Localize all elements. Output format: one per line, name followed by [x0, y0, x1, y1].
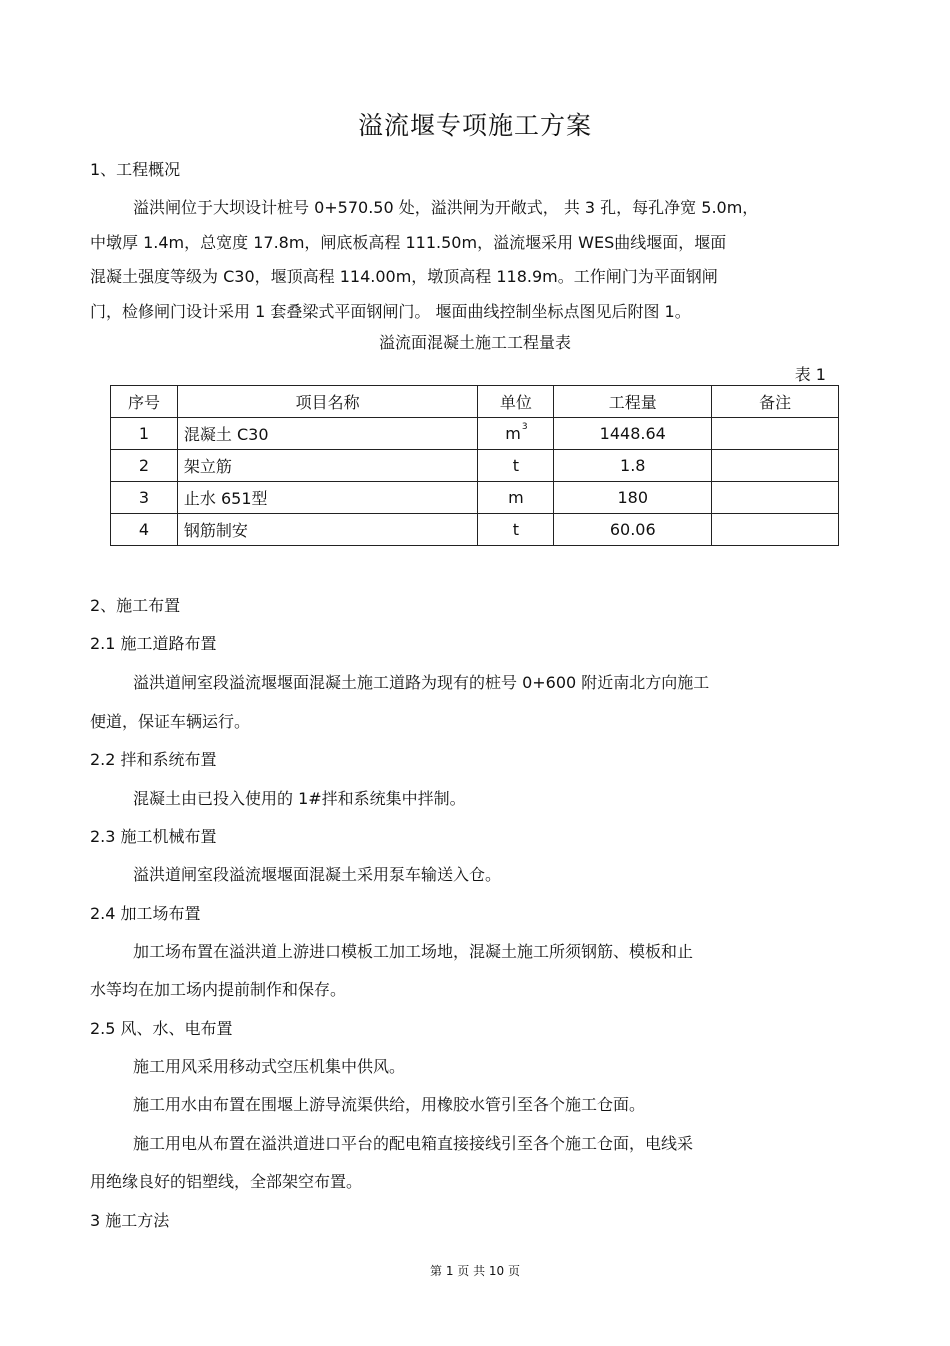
- header-cell: 项目名称: [177, 386, 478, 418]
- quantity: 1448.64: [554, 418, 712, 450]
- item-name: 钢筋制安: [177, 514, 478, 546]
- section-3-heading: 3 施工方法: [90, 1211, 170, 1230]
- table-row: [111, 450, 839, 482]
- unit: m: [478, 482, 554, 514]
- note: [712, 482, 839, 514]
- quantity: 180: [554, 482, 712, 514]
- row-number: 1: [111, 418, 178, 450]
- paragraph-line: 便道，保证车辆运行。: [90, 712, 251, 731]
- document-title: 溢流堰专项施工方案: [357, 111, 592, 140]
- quantity-table: [110, 385, 839, 546]
- row-number: 2: [111, 450, 178, 482]
- paragraph-line: 溢洪闸位于大坝设计桩号 0+570.50 处，溢洪闸为开敞式， 共 3 孔，每孔净宽 5.0m，: [133, 198, 759, 217]
- section-2-4-heading: 2.4 加工场布置: [90, 904, 201, 923]
- paragraph-line: 溢洪道闸室段溢流堰堰面混凝土采用泵车输送入仓。: [133, 865, 502, 884]
- note: [712, 514, 839, 546]
- header-cell: 备注: [712, 386, 839, 418]
- table-row: [111, 418, 839, 450]
- table-row: [111, 514, 839, 546]
- section-2-3-heading: 2.3 施工机械布置: [90, 827, 217, 846]
- table-row: [111, 482, 839, 514]
- unit: t: [478, 514, 554, 546]
- page-footer: 第 1 页 共 10 页: [430, 1264, 520, 1278]
- section-2-2-heading: 2.2 拌和系统布置: [90, 750, 217, 769]
- section-2-5-heading: 2.5 风、水、电布置: [90, 1019, 233, 1038]
- table-header-row: [111, 386, 839, 418]
- paragraph-line: 施工用风采用移动式空压机集中供风。: [133, 1057, 406, 1076]
- row-number: 4: [111, 514, 178, 546]
- item-name: 架立筋: [177, 450, 478, 482]
- paragraph-line: 溢洪道闸室段溢流堰堰面混凝土施工道路为现有的桩号 0+600 附近南北方向施工: [133, 673, 710, 692]
- paragraph-line: 中墩厚 1.4m，总宽度 17.8m，闸底板高程 111.50m，溢流堰采用 WES曲线堰面，堰面: [90, 233, 727, 252]
- paragraph-line: 门，检修闸门设计采用 1 套叠梁式平面钢闸门。 堰面曲线控制坐标点图见后附图 1。: [90, 302, 691, 321]
- row-number: 3: [111, 482, 178, 514]
- quantity: 60.06: [554, 514, 712, 546]
- section-1-heading: 1、工程概况: [90, 160, 181, 179]
- quantity: 1.8: [554, 450, 712, 482]
- paragraph-line: 加工场布置在溢洪道上游进口模板工加工场地，混凝土施工所须钢筋、模板和止: [133, 942, 694, 961]
- unit: t: [478, 450, 554, 482]
- paragraph-line: 水等均在加工场内提前制作和保存。: [90, 980, 347, 999]
- paragraph-line: 施工用水由布置在围堰上游导流渠供给，用橡胶水管引至各个施工仓面。: [133, 1095, 646, 1114]
- paragraph-line: 用绝缘良好的铝塑线，全部架空布置。: [90, 1172, 363, 1191]
- section-2-heading: 2、施工布置: [90, 596, 181, 615]
- paragraph-line: 混凝土强度等级为 C30，堰顶高程 114.00m，墩顶高程 118.9m。工作闸门为平面钢闸: [90, 267, 718, 286]
- unit-cell: [478, 418, 554, 450]
- section-2-1-heading: 2.1 施工道路布置: [90, 634, 217, 653]
- unit-superscript: 3: [521, 422, 528, 432]
- header-cell: 工程量: [554, 386, 712, 418]
- paragraph-line: 混凝土由已投入使用的 1#拌和系统集中拌制。: [133, 789, 466, 808]
- item-name: 混凝土 C30: [177, 418, 478, 450]
- note: [712, 418, 839, 450]
- table-caption: 溢流面混凝土施工工程量表: [378, 333, 571, 352]
- item-name: 止水 651型: [177, 482, 478, 514]
- note: [712, 450, 839, 482]
- table-number: 表 1: [794, 365, 826, 384]
- header-cell: 单位: [478, 386, 554, 418]
- paragraph-line: 施工用电从布置在溢洪道进口平台的配电箱直接接线引至各个施工仓面，电线采: [133, 1134, 694, 1153]
- header-cell: 序号: [111, 386, 178, 418]
- unit: m: [505, 424, 521, 443]
